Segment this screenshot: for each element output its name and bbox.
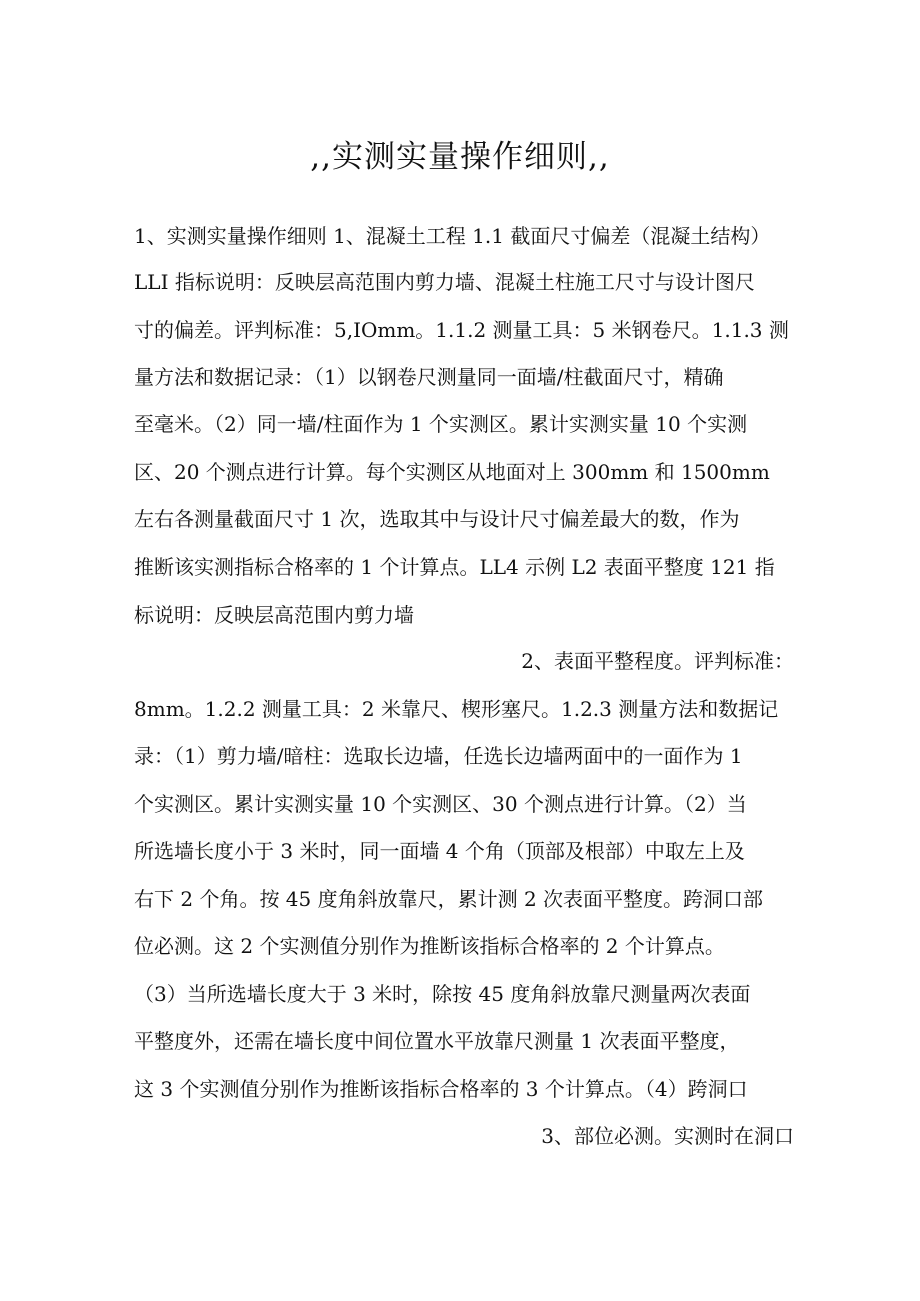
section-heading: 3、部位必测。实测时在洞口	[541, 1124, 794, 1148]
text-line: 录：（1）剪力墙/暗柱：选取长边墙，任选长边墙两面中的一面作为 1	[134, 744, 743, 768]
text-line: 这 3 个实测值分别作为推断该指标合格率的 3 个计算点。（4）跨洞口	[134, 1077, 748, 1101]
text-line: 标说明：反映层高范围内剪力墙	[134, 603, 414, 627]
section-heading: 2、表面平整程度。评判标准：	[521, 649, 794, 673]
text-line: 区、20 个测点进行计算。每个实测区从地面对上 300mm 和 1500mm	[134, 460, 770, 484]
text-line: 1、实测实量操作细则 1、混凝土工程 1.1 截面尺寸偏差（混凝土结构）	[134, 224, 771, 248]
text-line: 个实测区。累计实测实量 10 个实测区、30 个测点进行计算。（2）当	[134, 792, 747, 816]
text-line: （3）当所选墙长度大于 3 米时，除按 45 度角斜放靠尺测量两次表面	[134, 982, 751, 1006]
text-line: 平整度外，还需在墙长度中间位置水平放靠尺测量 1 次表面平整度，	[134, 1029, 740, 1053]
text-line: LLI 指标说明：反映层高范围内剪力墙、混凝土柱施工尺寸与设计图尺	[134, 270, 755, 294]
text-line: 推断该实测指标合格率的 1 个计算点。LL4 示例 L2 表面平整度 121 指	[134, 555, 775, 579]
text-line: 至毫米。（2）同一墙/柱面作为 1 个实测区。累计实测实量 10 个实测	[134, 412, 748, 436]
text-line: 位必测。这 2 个实测值分别作为推断该指标合格率的 2 个计算点。	[134, 934, 725, 958]
text-line: 量方法和数据记录：（1）以钢卷尺测量同一面墙/柱截面尺寸，精确	[134, 365, 724, 389]
text-line: 右下 2 个角。按 45 度角斜放靠尺，累计测 2 次表面平整度。跨洞口部	[134, 887, 764, 911]
text-line: 寸的偏差。评判标准：5,IOmm。1.1.2 测量工具：5 米钢卷尺。1.1.3 测	[134, 318, 789, 342]
text-line: 所选墙长度小于 3 米时，同一面墙 4 个角（顶部及根部）中取左上及	[134, 839, 745, 863]
document-title: ,,实测实量操作细则,,	[310, 139, 610, 175]
text-line: 8mm。1.2.2 测量工具：2 米靠尺、楔形塞尺。1.2.3 测量方法和数据记	[134, 697, 779, 721]
text-line: 左右各测量截面尺寸 1 次，选取其中与设计尺寸偏差最大的数，作为	[134, 507, 740, 531]
